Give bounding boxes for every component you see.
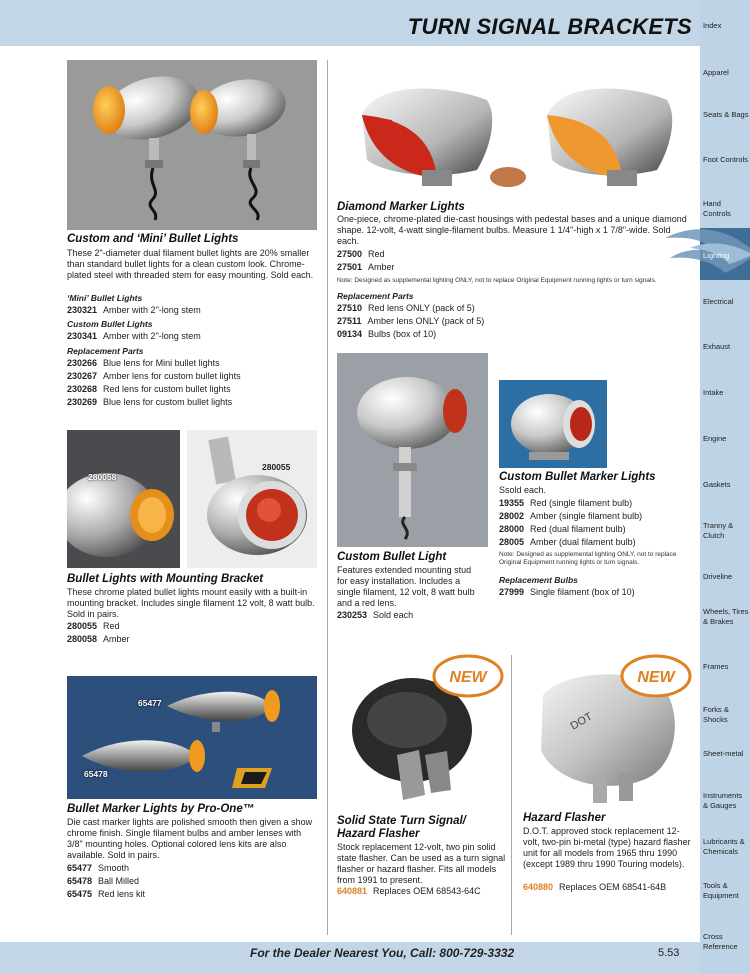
custom-bullet-title: Custom Bullet Light [337,551,447,563]
custom-bullet-photo [337,353,488,547]
bullet-desc: These 2"-diameter dual filament bullet lights are 20% smaller than standard bullet lights for a clean custom look. Chrome-plated steel with threaded stem for easy mounting. Sold each. [67,248,314,280]
diamond-photo [337,60,700,200]
photo-label: 280055 [262,462,291,472]
sidebar-tab-foot-controls[interactable]: Foot Controls [703,155,749,164]
bullet-title: Custom and ‘Mini’ Bullet Lights [67,233,239,245]
sidebar-tab-frames[interactable]: Frames [703,662,729,671]
dealer-phone: For the Dealer Nearest You, Call: 800-729-3332 [250,946,515,960]
list-item: 28005 Amber (dual filament bulb) [499,537,636,547]
custom-bullet-desc: Features extended mounting stud for easy installation. Includes a single filament, 12 volt, 8 watt bulb and a red lens. [337,565,475,608]
sidebar-tab-lubricants-chemicals[interactable]: Lubricants & Chemicals [703,837,745,856]
list-item: 230269 Blue lens for custom bullet lights [67,397,233,407]
bracket-amber-photo [67,430,180,568]
hazard-title: Hazard Flasher [523,812,606,824]
sidebar-tab-sheet-metal[interactable]: Sheet-metal [703,749,744,758]
sidebar-tab-apparel[interactable]: Apparel [703,68,729,77]
new-badge [620,654,692,698]
list-item: 09134 Bulbs (box of 10) [337,329,437,339]
repl-heading: Replacement Bulbs [499,575,578,585]
bracket-desc: These chrome plated bullet lights mount easily with a built-in mounting bracket. Includes single filament 12 volt, 8 watt bulb. Sold in pairs. [67,587,315,619]
list-item: 65475 Red lens kit [67,889,146,899]
list-item: 19355 Red (single filament bulb) [499,498,633,508]
list-item: 280058 Amber [67,634,130,644]
list-item: 27501 Amber [337,262,395,272]
sidebar-tab-gaskets[interactable]: Gaskets [703,480,731,489]
list-item: 230341 Amber with 2"-long stem [67,331,201,341]
bullet-lights-photo [67,60,317,230]
sidebar-tab-exhaust[interactable]: Exhaust [703,342,731,351]
sidebar-tab-cross-reference[interactable]: Cross Reference [703,932,738,951]
diamond-note: Note: Designed as supplemental lighting ONLY, not to replace Original Equipment running lights or turn signals. [337,277,657,284]
proone-title: Bullet Marker Lights by Pro-One™ [67,803,255,815]
marker-title: Custom Bullet Marker Lights [499,471,656,483]
sidebar-tab-forks-shocks[interactable]: Forks & Shocks [703,705,729,724]
marker-photo [499,380,607,468]
diamond-title: Diamond Marker Lights [337,201,465,213]
list-item: 640881 Replaces OEM 68543-64C [337,886,481,896]
page-title: TURN SIGNAL BRACKETS [407,14,692,39]
sidebar-tab-lighting[interactable]: Lighting [703,251,730,260]
sidebar-tab-tranny-clutch[interactable]: Tranny & Clutch [703,521,734,540]
photo-label: 280058 [88,472,117,482]
list-item: 230253 Sold each [337,610,414,620]
new-badge [432,654,504,698]
list-item: 640880 Replaces OEM 68541-64B [523,882,667,892]
sidebar-tab-electrical[interactable]: Electrical [703,297,734,306]
solid-state-title: Solid State Turn Signal/ Hazard Flasher [337,815,466,840]
sidebar-tab-hand-controls[interactable]: Hand Controls [703,199,731,218]
custom-heading: Custom Bullet Lights [67,319,153,329]
diamond-desc: One-piece, chrome-plated die-cast housings with pedestal bases and a unique diamond shape. 12-volt, 4-watt single-filament bulbs. Measure 1 1/4"-high x 1 7/8"-wide. Sold each. [337,214,687,246]
bracket-title: Bullet Lights with Mounting Bracket [67,573,264,585]
marker-note: Note: Designed as supplemental lighting ONLY, not to replace Original Equipment running lights or turn signals. [499,551,677,566]
sidebar-tab-wheels-tires-brakes[interactable]: Wheels, Tires & Brakes [703,607,749,626]
list-item: 28002 Amber (single filament bulb) [499,511,643,521]
hazard-desc: D.O.T. approved stock replacement 12-volt, two-pin bi-metal (type) hazard flasher unit for all models from 1965 thru 1990 (except 1989 thru 1990 Touring models). [523,826,691,869]
list-item: 65477 Smooth [67,863,130,873]
repl-heading: Replacement Parts [337,291,414,301]
sidebar-tab-engine[interactable]: Engine [703,434,727,443]
page-number: 5.53 [658,947,680,959]
list-item: 230268 Red lens for custom bullet lights [67,384,231,394]
list-item: 230321 Amber with 2"-long stem [67,305,201,315]
solid-state-desc: Stock replacement 12-volt, two pin solid state flasher. Can be used as a turn signal flasher or hazard flasher. Fits all models from 1991 to present. [337,842,506,885]
sidebar-tab-tools-equipment[interactable]: Tools & Equipment [703,881,739,900]
list-item: 27999 Single filament (box of 10) [499,587,635,597]
svg-text:DOT: DOT [568,710,595,733]
mini-heading: ‘Mini’ Bullet Lights [67,293,143,303]
new-badge-text: NEW [637,669,675,686]
column-divider [511,655,512,935]
sidebar-tab-intake[interactable]: Intake [703,388,724,397]
list-item: 27510 Red lens ONLY (pack of 5) [337,303,475,313]
list-item: 65478 Ball Milled [67,876,140,886]
new-badge-text: NEW [449,669,487,686]
repl-heading: Replacement Parts [67,346,144,356]
photo-label: 65477 [138,698,162,708]
sidebar-tab-index[interactable]: Index [703,21,722,30]
list-item: 230266 Blue lens for Mini bullet lights [67,358,220,368]
list-item: 28000 Red (dual filament bulb) [499,524,626,534]
sidebar-tab-seats-bags[interactable]: Seats & Bags [703,110,749,119]
photo-label: 65478 [84,769,108,779]
column-divider [327,60,328,935]
list-item: 280055 Red [67,621,120,631]
sidebar-tab-instruments-gauges[interactable]: Instruments & Gauges [703,791,743,810]
proone-photo [67,676,317,799]
list-item: 27511 Amber lens ONLY (pack of 5) [337,316,485,326]
list-item: 27500 Red [337,249,385,259]
marker-desc: Ssold each. [499,485,547,495]
list-item: 230267 Amber lens for custom bullet lights [67,371,241,381]
proone-desc: Die cast marker lights are polished smooth then given a show chrome finish. Single filament bulbs and amber lenses with 3/8" mounting holes. Optional colored lens kits are also available. Sold in pairs. [67,817,313,860]
bracket-red-photo [187,430,317,568]
sidebar-tab-driveline[interactable]: Driveline [703,572,733,581]
